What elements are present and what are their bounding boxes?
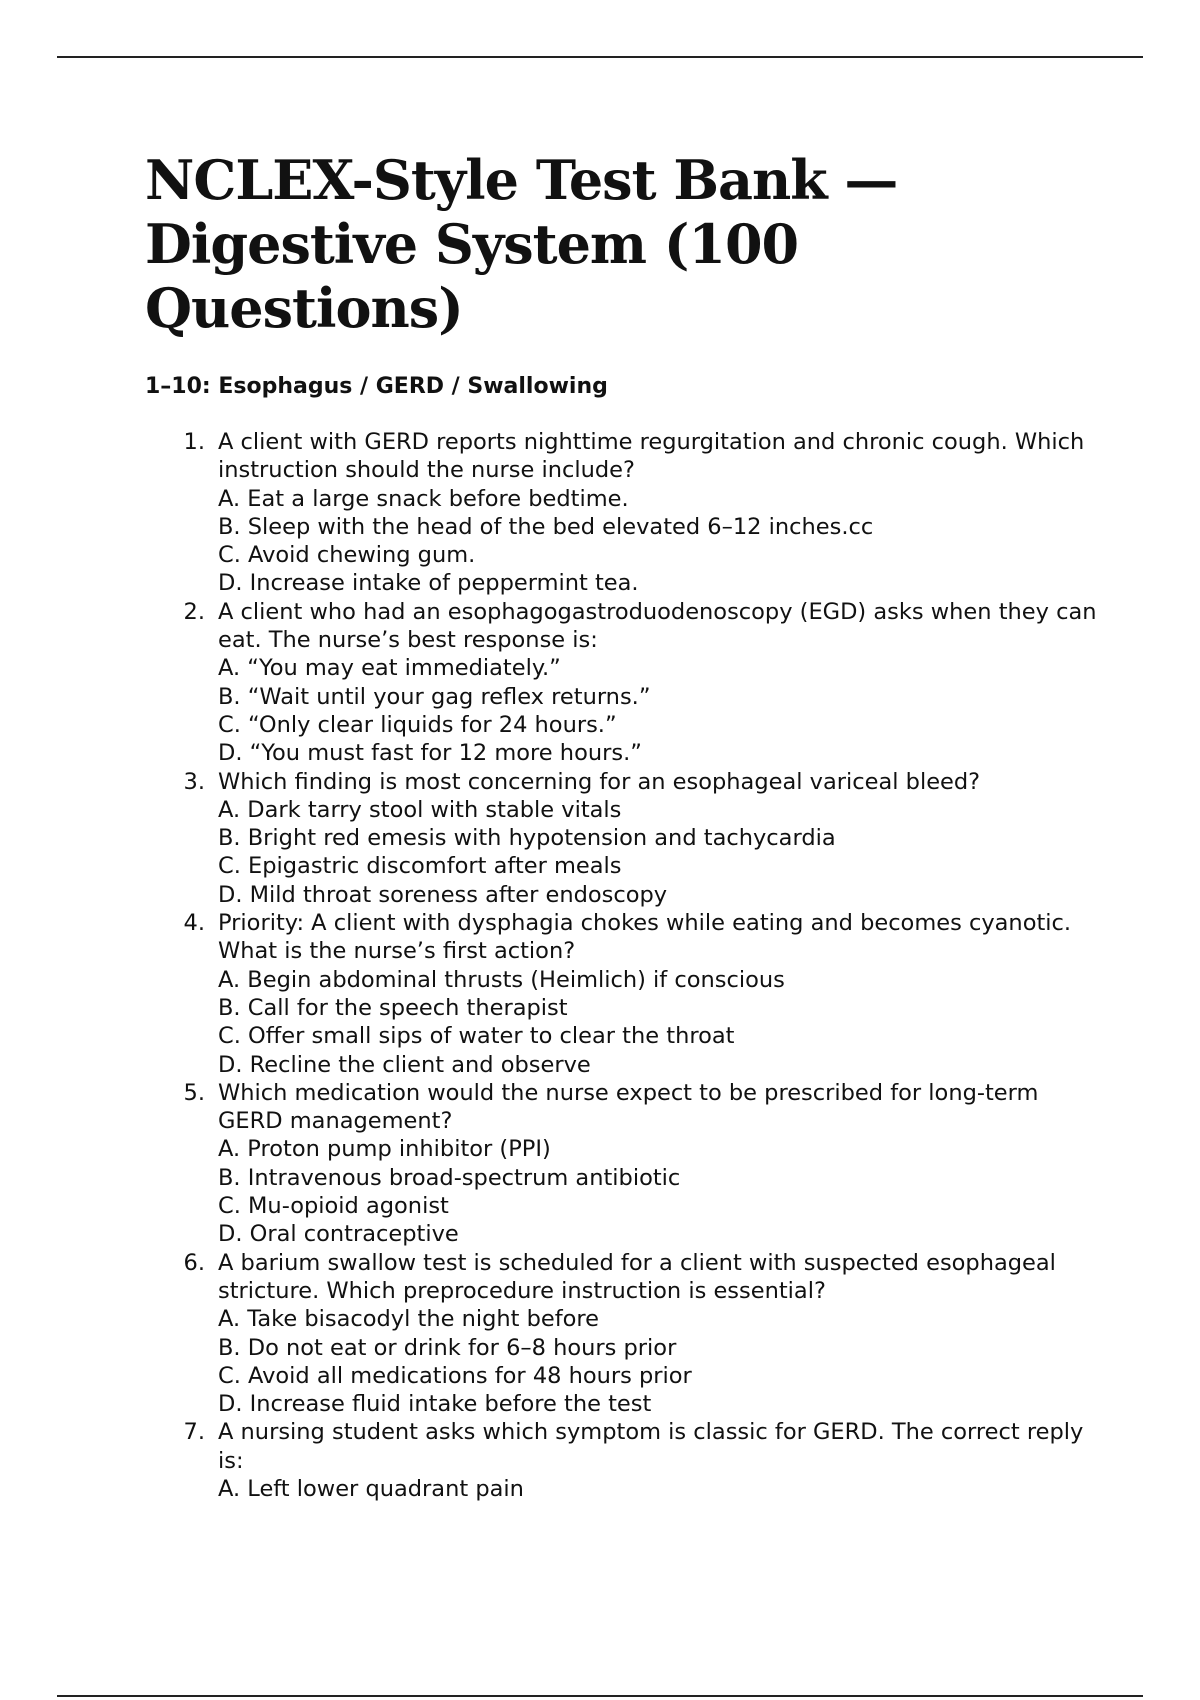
answer-option: C. Mu-opioid agonist xyxy=(218,1193,449,1220)
question-text: Which medication would the nurse expect to be prescribed for long-term GERD management? xyxy=(218,1079,1039,1135)
question-item xyxy=(145,598,1105,768)
answer-option: A. Dark tarry stool with stable vitals xyxy=(218,796,622,823)
bottom-rule xyxy=(57,1695,1143,1697)
question-number: 1. xyxy=(183,429,205,455)
question-item xyxy=(145,1079,1105,1249)
answer-option: D. Increase fluid intake before the test xyxy=(218,1391,652,1418)
question-text: A barium swallow test is scheduled for a client with suspected esophageal stricture. Which preprocedure instruction is essential? xyxy=(218,1249,1056,1304)
answer-option: C. “Only clear liquids for 24 hours.” xyxy=(218,711,617,738)
top-rule xyxy=(57,56,1143,58)
question-text: Which finding is most concerning for an esophageal variceal bleed? xyxy=(218,768,981,795)
question-number: 3. xyxy=(183,768,205,795)
answer-option: B. Call for the speech therapist xyxy=(218,994,568,1021)
answer-option: C. Avoid chewing gum. xyxy=(218,542,476,569)
section-heading: 1–10: Esophagus / GERD / Swallowing xyxy=(145,374,608,399)
question-item xyxy=(145,428,1105,598)
answer-option: A. Proton pump inhibitor (PPI) xyxy=(218,1136,551,1163)
question-number: 5. xyxy=(183,1079,205,1106)
question-text: A client with GERD reports nighttime regurgitation and chronic cough. Which instruction should the nurse include? xyxy=(218,429,1085,484)
document-title: NCLEX-Style Test Bank — Digestive System (100 Questions) xyxy=(145,148,898,340)
question-item xyxy=(145,909,1105,1079)
answer-option: C. Offer small sips of water to clear the throat xyxy=(218,1023,735,1050)
answer-option: D. Mild throat soreness after endoscopy xyxy=(218,881,668,908)
question-list xyxy=(145,428,1105,1503)
question-number: 4. xyxy=(183,910,205,937)
answer-option: D. Increase intake of peppermint tea. xyxy=(218,570,639,597)
answer-option: D. Recline the client and observe xyxy=(218,1051,591,1078)
answer-option: B. Intravenous broad-spectrum antibiotic xyxy=(218,1164,681,1191)
answer-option: C. Epigastric discomfort after meals xyxy=(218,853,622,880)
question-item xyxy=(145,1249,1105,1419)
question-number: 6. xyxy=(183,1249,205,1276)
question-text: A client who had an esophagogastroduodenoscopy (EGD) asks when they can eat. The nurse’s best response is: xyxy=(218,598,1097,654)
answer-option: D. “You must fast for 12 more hours.” xyxy=(218,740,642,767)
answer-option: C. Avoid all medications for 48 hours prior xyxy=(218,1362,692,1389)
question-number: 7. xyxy=(183,1419,205,1446)
answer-option: A. Left lower quadrant pain xyxy=(218,1475,524,1502)
answer-option: A. Begin abdominal thrusts (Heimlich) if conscious xyxy=(218,966,785,993)
question-item xyxy=(145,768,1105,909)
answer-option: B. “Wait until your gag reflex returns.” xyxy=(218,683,651,710)
answer-option: A. “You may eat immediately.” xyxy=(218,655,561,682)
answer-option: B. Sleep with the head of the bed elevated 6–12 inches.cc xyxy=(218,513,874,540)
answer-option: A. Take bisacodyl the night before xyxy=(218,1306,600,1333)
document-body xyxy=(145,148,1105,1503)
question-item xyxy=(145,1418,1105,1503)
question-number: 2. xyxy=(183,598,205,625)
answer-option: B. Do not eat or drink for 6–8 hours prior xyxy=(218,1334,677,1361)
question-text: Priority: A client with dysphagia chokes while eating and becomes cyanotic. What is the nurse’s first action? xyxy=(218,910,1072,965)
question-text: A nursing student asks which symptom is classic for GERD. The correct reply is: xyxy=(218,1419,1084,1474)
answer-option: A. Eat a large snack before bedtime. xyxy=(218,485,629,512)
answer-option: B. Bright red emesis with hypotension and tachycardia xyxy=(218,825,836,852)
answer-option: D. Oral contraceptive xyxy=(218,1221,459,1248)
